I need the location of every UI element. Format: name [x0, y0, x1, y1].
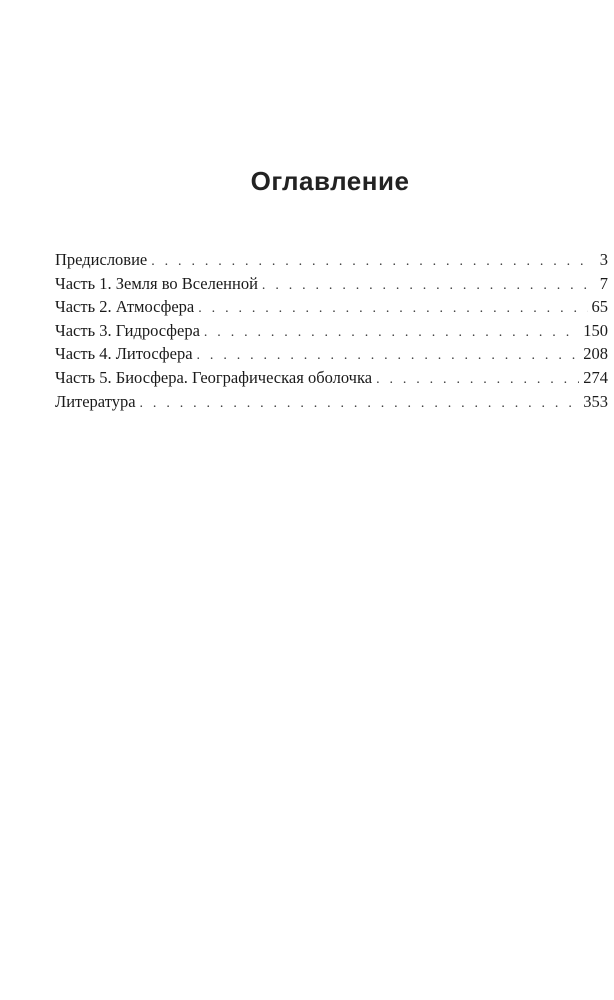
toc-entry-page: 274 [583, 367, 608, 387]
toc-dot-leader [198, 297, 587, 321]
toc-dot-leader [262, 274, 590, 298]
toc-entry-label: Предисловие [55, 250, 148, 269]
toc-entry-part-2 [55, 295, 608, 319]
toc-entry-preface [55, 248, 608, 272]
toc-entry-bibliography [55, 390, 608, 414]
toc-entry-page: 65 [591, 297, 608, 317]
toc-entry-part-4 [55, 342, 608, 366]
toc-entry-label: Часть 2. Атмосфера [55, 297, 195, 317]
toc-dot-leader [204, 321, 579, 345]
toc-entry-page: 150 [583, 320, 608, 340]
toc-entry-label: Часть 3. Гидросфера [55, 320, 200, 340]
toc-entry-label: Часть 1. Земля во Вселенной [55, 273, 258, 293]
toc-entry-page: 353 [583, 391, 608, 411]
page-title: Оглавление [250, 166, 410, 196]
toc-dot-leader [376, 368, 579, 392]
toc-entry-label: Часть 4. Литосфера [55, 344, 193, 364]
toc-dot-leader [197, 344, 580, 368]
toc-entry-page: 3 [599, 250, 608, 269]
toc-dot-leader [140, 392, 580, 416]
toc-entry-part-1 [55, 272, 608, 296]
toc-entry-page: 7 [599, 273, 608, 293]
toc-entry-label: Часть 5. Биосфера. Географическая оболочка [55, 367, 373, 387]
toc-entry-part-5 [55, 366, 608, 390]
toc-dot-leader [151, 250, 590, 274]
toc-entry-page: 208 [583, 344, 608, 364]
toc-entry-part-3 [55, 319, 608, 343]
table-of-contents [55, 248, 608, 413]
toc-entry-label: Литература [55, 391, 136, 411]
